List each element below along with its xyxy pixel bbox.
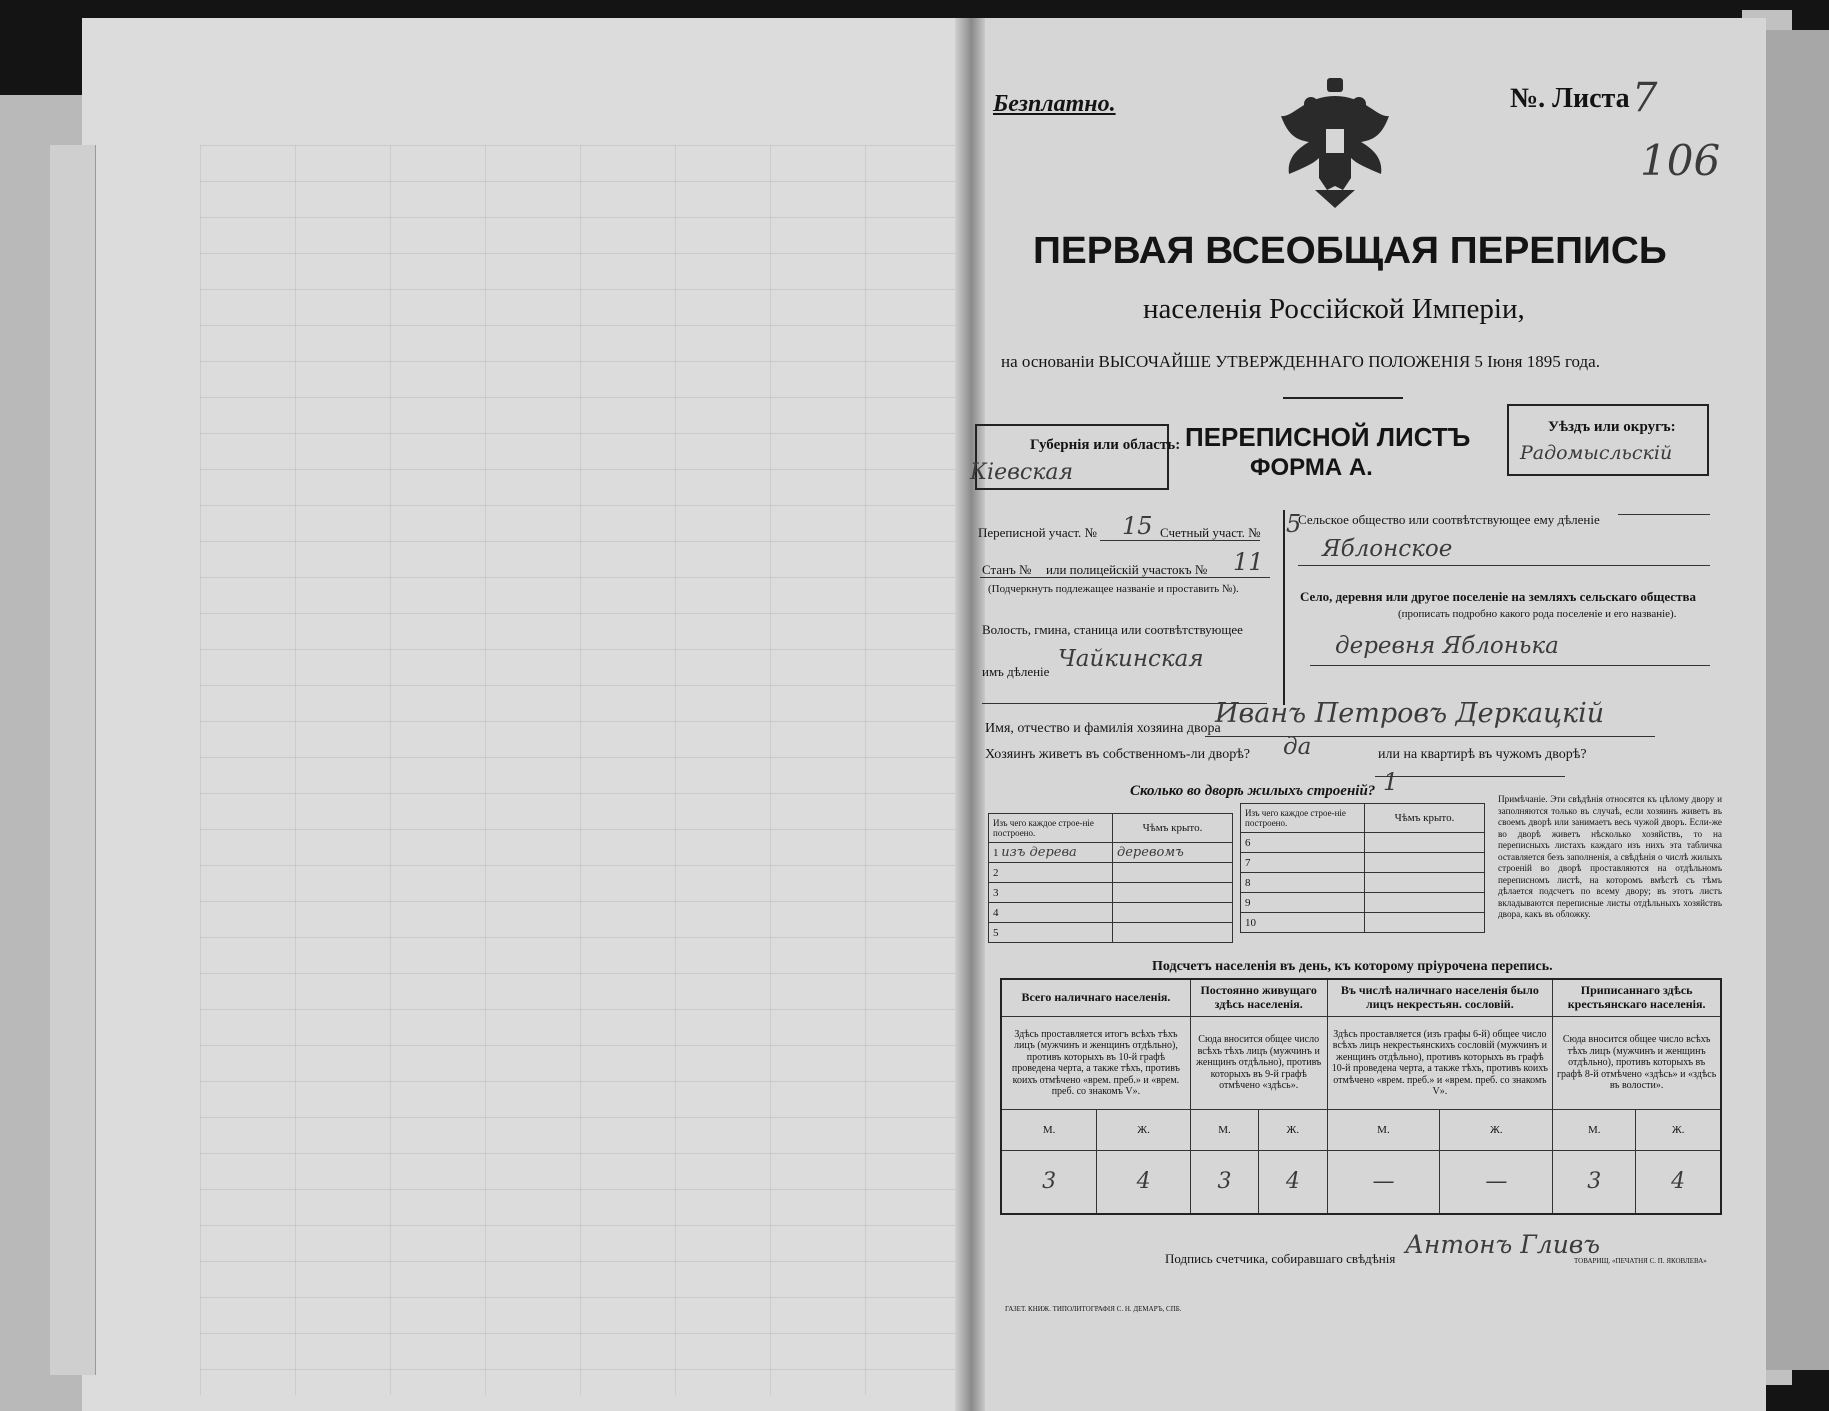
table-row: 8 <box>1241 873 1485 893</box>
buildings-label: Сколько во дворѣ жилыхъ строеній? <box>1130 783 1376 799</box>
village-value[interactable]: деревня Яблонька <box>1335 633 1559 659</box>
summary-desc-registered: Сюда вносится общее число всѣхъ тѣхъ лицъ (мужчинъ и женщинъ отдѣльно), противъ которыхъ въ графѣ 8-й отмѣчено «здѣсь» и «здѣсь въ волости». <box>1553 1017 1721 1110</box>
underlying-page-right-edge <box>1760 30 1829 1370</box>
gubernia-label: Губернія или область: <box>1030 437 1181 453</box>
village-underline <box>1310 665 1710 666</box>
resident-male-value[interactable]: 3 <box>1190 1151 1258 1215</box>
nonpeasant-male-value[interactable]: — <box>1327 1151 1440 1215</box>
uezd-box <box>1507 404 1709 476</box>
society-value[interactable]: Яблонское <box>1322 536 1453 562</box>
uezd-label: Уѣздъ или округъ: <box>1548 419 1676 435</box>
buildings-col-roof: Чѣмъ крыто. <box>1113 814 1233 843</box>
village-label: Село, деревня или другое поселеніе на земляхъ сельскаго общества <box>1300 589 1696 604</box>
owner-label: Имя, отчество и фамилія хозяина двора <box>985 721 1221 736</box>
remark-note: Примѣчаніе. Эти свѣдѣнія относятся къ цѣлому двору и заполняются только въ случаѣ, если хозяинъ живетъ въ своемъ дворѣ или занимаетъ весь чужой дворъ. Если-же во дворѣ живетъ нѣсколько хозяйствъ, то на переписныхъ листахъ каждаго изъ нихъ эта табличка оставляется безъ заполненія, а свѣдѣнія о числѣ жилыхъ строеній во дворѣ проставляются на отдѣльномъ переписномъ листѣ, на которомъ вмѣстѣ съ тѣмъ дѣлается подсчетъ по всему двору; въ этотъ листъ вкладываются переписные листы отдѣльныхъ хозяйствъ двора, какъ въ обложку. <box>1498 794 1722 919</box>
registered-female-value[interactable]: 4 <box>1636 1151 1721 1215</box>
left-page-margin-strip <box>50 145 96 1375</box>
perepisnoy-label: Переписной участ. № <box>978 525 1097 540</box>
uezd-value[interactable]: Радомысльскій <box>1520 442 1673 464</box>
table-row: 4 <box>989 903 1233 923</box>
owner-value[interactable]: Иванъ Петровъ Деркацкій <box>1215 698 1605 729</box>
summary-head-registered: Приписаннаго здѣсь крестьянскаго населенія. <box>1553 979 1721 1017</box>
buildings-table-right: Изъ чего каждое строе-ніе построено. Чѣмъ крыто. 6 7 8 9 10 <box>1240 803 1485 933</box>
census-basis: на основаніи ВЫСОЧАЙШЕ УТВЕРЖДЕННАГО ПОЛОЖЕНІЯ 5 Іюня 1895 года. <box>1001 352 1600 371</box>
sheet-number-value: 7 <box>1632 75 1658 121</box>
society-underline-2 <box>1298 565 1710 566</box>
perepisnoy-underline <box>1100 540 1260 541</box>
left-page-faded-grid <box>200 145 960 1395</box>
table-row: 3 <box>989 883 1233 903</box>
summary-desc-total: Здѣсь проставляется итогъ всѣхъ тѣхъ лицъ (мужчинъ и женщинъ отдѣльно), противъ которыхъ въ 10-й графѣ проведена черта, а также тѣхъ, противъ коихъ отмѣчено «врем. преб.» и «врем. преб. со знакомъ V». <box>1001 1017 1190 1110</box>
signature-label: Подпись счетчика, собиравшаго свѣдѣнія <box>1165 1251 1396 1266</box>
summary-title: Подсчетъ населенія въ день, къ которому пріурочена перепись. <box>1152 959 1553 974</box>
table-row: 1 изъ дерева деревомъ <box>989 843 1233 863</box>
gubernia-value[interactable]: Кіевская <box>970 460 1074 485</box>
lives-value[interactable]: да <box>1283 734 1312 760</box>
summary-values-row <box>1001 1151 1721 1215</box>
society-label: Сельское общество или соотвѣтствующее ему дѣленіе <box>1298 512 1600 527</box>
underline-note: (Подчеркнуть подлежащее названіе и проставить №). <box>988 583 1239 595</box>
summary-head-resident: Постоянно живущаго здѣсь населенія. <box>1190 979 1327 1017</box>
nonpeasant-female-value[interactable]: — <box>1440 1151 1553 1215</box>
table-row: 6 <box>1241 833 1485 853</box>
census-title: ПЕРВАЯ ВСЕОБЩАЯ ПЕРЕПИСЬ <box>1033 230 1667 272</box>
table-row: 9 <box>1241 893 1485 913</box>
column-divider <box>1283 510 1285 705</box>
police-value[interactable]: 11 <box>1233 548 1264 576</box>
sheet-number-label: №. Листа <box>1510 83 1630 114</box>
form-name-line1: ПЕРЕПИСНОЙ ЛИСТЪ <box>1185 422 1471 452</box>
buildings-value[interactable]: 1 <box>1383 768 1399 796</box>
resident-female-value[interactable]: 4 <box>1259 1151 1327 1215</box>
owner-underline <box>1205 736 1655 737</box>
society-underline-1 <box>1618 514 1710 515</box>
imperial-eagle-emblem <box>1275 78 1395 213</box>
perepisnoy-value[interactable]: 15 <box>1122 512 1153 540</box>
buildings-col-material: Изъ чего каждое строе-ніе построено. <box>989 814 1113 843</box>
table-row: 7 <box>1241 853 1485 873</box>
summary-desc-resident: Сюда вносится общее число всѣхъ тѣхъ лицъ (мужчинъ и женщинъ отдѣльно), противъ которыхъ въ 9-й графѣ отмѣчено «здѣсь». <box>1190 1017 1327 1110</box>
stan-label: Станъ № <box>982 562 1032 577</box>
total-male-value[interactable]: 3 <box>1001 1151 1097 1215</box>
buildings-underline <box>1375 776 1565 777</box>
summary-head-nonpeasant: Въ числѣ наличнаго населенія было лицъ некрестьян. сословій. <box>1327 979 1553 1017</box>
form-name-line2: ФОРМА А. <box>1250 454 1373 481</box>
stan-underline <box>980 577 1270 578</box>
table-row: 5 <box>989 923 1233 943</box>
imprint-right: ТОВАРИЩ. «ПЕЧАТНЯ С. П. ЯКОВЛЕВА» <box>1574 1257 1707 1265</box>
book-spine <box>955 18 985 1411</box>
title-divider <box>1283 397 1403 399</box>
schetny-label: Счетный участ. № <box>1160 525 1261 540</box>
registered-male-value[interactable]: 3 <box>1553 1151 1636 1215</box>
buildings-table-left <box>988 813 1233 943</box>
schetny-value[interactable]: 5 <box>1286 510 1302 538</box>
census-subtitle: населенія Россійской Имперіи, <box>1143 293 1525 325</box>
volost-value[interactable]: Чайкинская <box>1058 646 1204 672</box>
volost-label-2: имъ дѣленіе <box>982 664 1050 679</box>
summary-desc-nonpeasant: Здѣсь проставляется (изъ графы 6-й) общее число всѣхъ лицъ некрестьянскихъ сословій (мужчинъ и женщинъ отдѣльно), противъ которыхъ въ графѣ 10-й проведена черта, а также тѣхъ, противъ коихъ отмѣчено «врем. преб.» и «врем. преб. со знакомъ V». <box>1327 1017 1553 1110</box>
population-summary-table <box>1000 978 1722 1215</box>
free-label: Безплатно. <box>993 91 1116 117</box>
signature-value[interactable]: Антонъ Гливъ <box>1405 1230 1601 1259</box>
archive-number: 106 <box>1640 136 1721 185</box>
imprint-left: ГАЗЕТ. КНИЖ. ТИПОЛИТОГРАФІЯ С. Н. ДЕМАРЪ, СПБ. <box>1005 1305 1182 1313</box>
table-row: 2 <box>989 863 1233 883</box>
table-row: 10 <box>1241 913 1485 933</box>
village-note: (прописать подробно какого рода поселеніе и его названіе). <box>1398 608 1677 620</box>
summary-sex-header-row: М. Ж. М. Ж. М. Ж. М. Ж. <box>1001 1110 1721 1151</box>
police-label: или полицейскій участокъ № <box>1046 562 1208 577</box>
summary-head-total: Всего наличнаго населенія. <box>1001 979 1190 1017</box>
total-female-value[interactable]: 4 <box>1097 1151 1191 1215</box>
lives-alt-label: или на квартирѣ въ чужомъ дворѣ? <box>1378 747 1587 762</box>
lives-label: Хозяинъ живетъ въ собственномъ-ли дворѣ? <box>985 747 1251 762</box>
volost-label-1: Волость, гмина, станица или соотвѣтствующее <box>982 622 1243 637</box>
